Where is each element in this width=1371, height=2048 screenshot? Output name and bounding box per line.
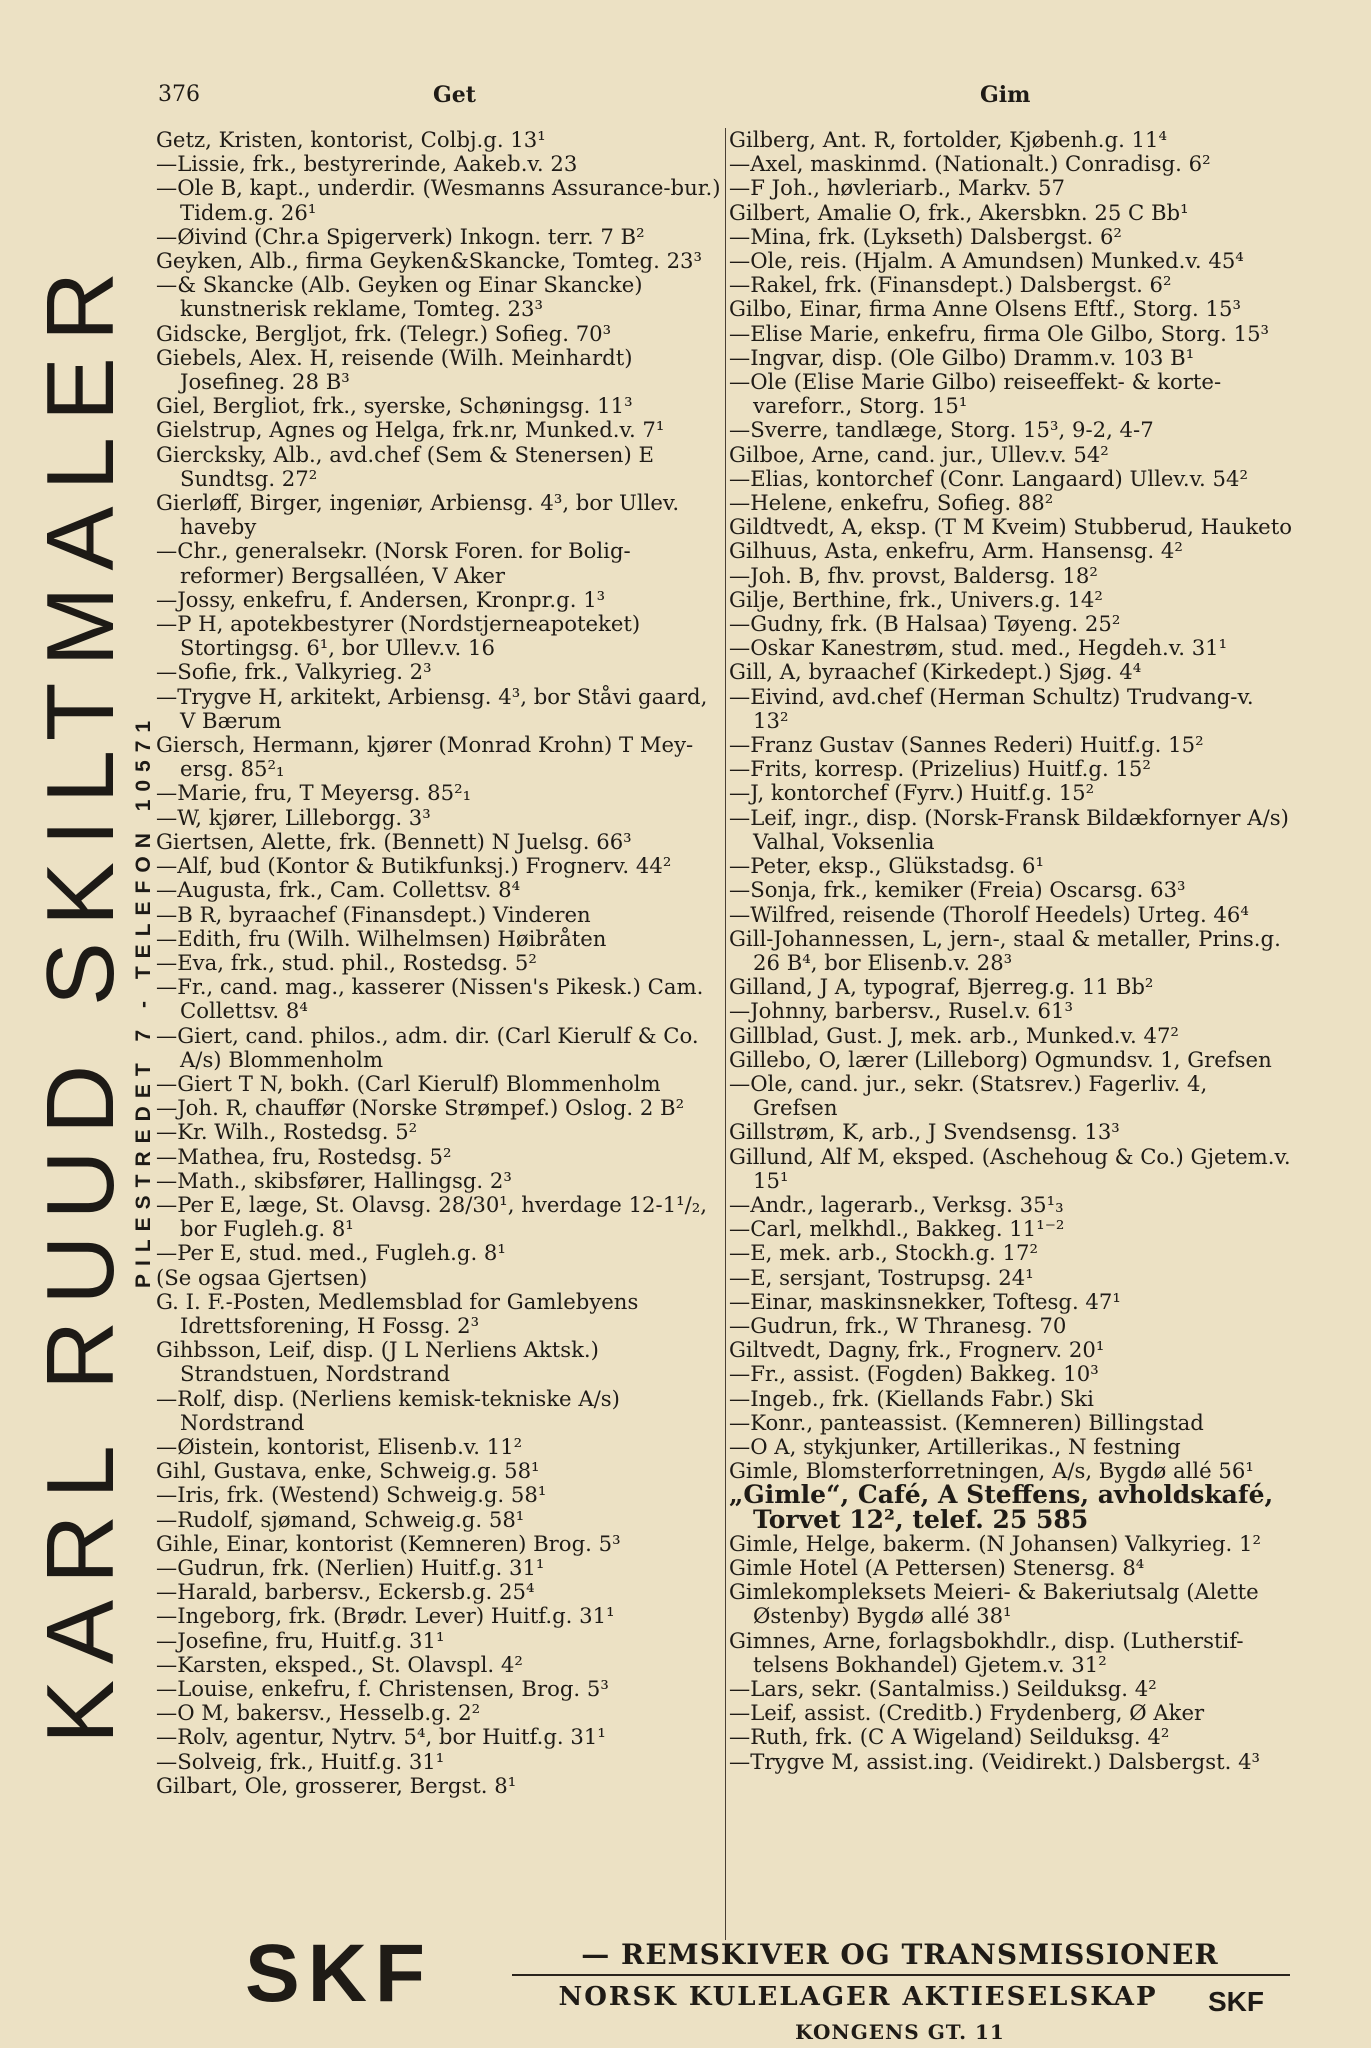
- directory-entry: —Øistein, kontorist, Elisenb.v. 11²: [156, 1433, 523, 1459]
- directory-entry: Giel, Bergliot, frk., syerske, Schøningsg. 11³: [156, 393, 633, 419]
- directory-entry: —Ole, reis. (Hjalm. A Amundsen) Munked.v. 45⁴: [729, 248, 1244, 274]
- directory-entry: —Ingeb., frk. (Kiellands Fabr.) Ski: [729, 1385, 1094, 1411]
- directory-entry: —Edith, fru (Wilh. Wilhelmsen) Høibråten: [156, 925, 607, 951]
- directory-entry: —Ole, cand. jur., sekr. (Statsrev.) Fagerliv. 4, Grefsen: [729, 1070, 1208, 1121]
- page-header: [158, 82, 1288, 122]
- directory-entry: Gilhuus, Asta, enkefru, Arm. Hansensg. 4²: [729, 538, 1183, 564]
- directory-entry: —Axel, maskinmd. (Nationalt.) Conradisg. 6²: [729, 151, 1211, 177]
- right-column: [729, 128, 1295, 1774]
- directory-entry: Getz, Kristen, kontorist, Colbj.g. 13¹: [156, 127, 546, 152]
- directory-entry: —Fr., assist. (Fogden) Bakkeg. 10³: [729, 1361, 1099, 1387]
- directory-entry: —Peter, eksp., Glükstadsg. 6¹: [729, 853, 1045, 879]
- directory-entry: Giebels, Alex. H, reisende (Wilh. Meinhardt) Josefineg. 28 B³: [156, 344, 633, 395]
- directory-entry: Gilland, J A, typograf, Bjerreg.g. 11 Bb²: [729, 974, 1154, 1000]
- side-advertisement: [27, 240, 156, 1760]
- directory-entry: Gilboe, Arne, cand. jur., Ullev.v. 54²: [729, 441, 1109, 467]
- directory-entry: —Eva, frk., stud. phil., Rostedsg. 5²: [156, 949, 537, 975]
- directory-entry: Gill, A, byraachef (Kirkedept.) Sjøg. 4⁴: [729, 659, 1142, 685]
- directory-entry: Gimle, Helge, bakerm. (N Johansen) Valkyrieg. 1²: [729, 1530, 1261, 1556]
- directory-entry: —Chr., generalsekr. (Norsk Foren. for Bolig-reformer) Bergsalléen, V Aker: [156, 538, 631, 588]
- side-ad-name: KARL RUUD SKILTMALER: [27, 255, 134, 1745]
- directory-entry: —Øivind (Chr.a Spigerverk) Inkogn. terr. 7 B²: [156, 223, 645, 249]
- directory-entry: Gimnes, Arne, forlagsbokhdlr., disp. (Lutherstif-telsens Bokhandel) Gjetem.v. 31²: [729, 1627, 1244, 1677]
- directory-entry: —Wilfred, reisende (Thorolf Heedels) Urteg. 46⁴: [729, 901, 1249, 927]
- directory-entry: —Jossy, enkefru, f. Andersen, Kronpr.g. 1³: [156, 586, 606, 612]
- directory-entry: Gilbart, Ole, grosserer, Bergst. 8¹: [156, 1772, 517, 1798]
- directory-entry: —Math., skibsfører, Hallingsg. 2³: [156, 1167, 512, 1193]
- directory-entry: —Alf, bud (Kontor & Butikfunksj.) Frognerv. 44²: [156, 853, 672, 879]
- directory-entry: Geyken, Alb., firma Geyken&Skancke, Tomteg. 23³: [156, 248, 703, 274]
- directory-entry: —Lars, sekr. (Santalmiss.) Seilduksg. 4²: [729, 1676, 1157, 1701]
- footer-advertisement: [160, 1924, 1290, 2044]
- directory-entry: —Trygve H, arkitekt, Arbiensg. 4³, bor Ståvi gaard, V Bærum: [156, 683, 708, 733]
- directory-entry: —Andr., lagerarb., Verksg. 35¹₃: [729, 1191, 1064, 1217]
- footer-ad-tagline: — REMSKIVER OG TRANSMISSIONER: [581, 1938, 1219, 1971]
- directory-entry: —Marie, fru, T Meyersg. 85²₁: [156, 780, 472, 806]
- directory-entry: G. I. F.-Posten, Medlemsblad for Gamlebyens Idrettsforening, H Fossg. 2³: [156, 1288, 639, 1338]
- directory-entry: —& Skancke (Alb. Geyken og Einar Skancke) kunstnerisk reklame, Tomteg. 23³: [156, 272, 643, 322]
- directory-entry: Giersch, Hermann, kjører (Monrad Krohn) T Mey-ersg. 85²₁: [156, 732, 694, 782]
- directory-entry: Giertsen, Alette, frk. (Bennett) N Juelsg. 66³: [156, 828, 632, 854]
- directory-entry: —Leif, assist. (Creditb.) Frydenberg, Ø Aker: [729, 1700, 1205, 1726]
- directory-entry: —P H, apotekbestyrer (Nordstjerneapoteket) Stortingsg. 6¹, bor Ullev.v. 16: [156, 611, 641, 661]
- directory-entry: —O M, bakersv., Hesselb.g. 2²: [156, 1700, 481, 1726]
- directory-entry: —Harald, barbersv., Eckersb.g. 25⁴: [156, 1579, 535, 1605]
- directory-entry: —Per E, læge, St. Olavsg. 28/30¹, hverdage 12-1¹/₂, bor Fugleh.g. 8¹: [156, 1191, 708, 1242]
- directory-entry: Gihl, Gustava, enke, Schweig.g. 58¹: [156, 1458, 540, 1484]
- directory-entry: —Frits, korresp. (Prizelius) Huitf.g. 15²: [729, 756, 1151, 782]
- directory-entry: —Johnny, barbersv., Rusel.v. 61³: [729, 998, 1073, 1024]
- directory-entry: —Rolv, agentur, Nytrv. 5⁴, bor Huitf.g. 31¹: [156, 1724, 606, 1750]
- directory-entry: —Gudrun, frk. (Nerlien) Huitf.g. 31¹: [156, 1554, 545, 1580]
- directory-entry: —B R, byraachef (Finansdept.) Vinderen: [156, 901, 591, 927]
- directory-entry: Gilje, Berthine, frk., Univers.g. 14²: [729, 586, 1103, 612]
- directory-entry: —Gudrun, frk., W Thranesg. 70: [729, 1312, 1067, 1338]
- page-number: 376: [158, 82, 200, 107]
- skf-logo: SKF: [245, 1928, 433, 2019]
- directory-entry: —Lissie, frk., bestyrerinde, Aakeb.v. 23: [156, 151, 578, 177]
- left-guide-word: Get: [433, 82, 476, 108]
- directory-entry: —Kr. Wilh., Rostedsg. 5²: [156, 1119, 418, 1145]
- directory-entry: Gihle, Einar, kontorist (Kemneren) Brog. 5³: [156, 1530, 621, 1556]
- directory-entry: —Per E, stud. med., Fugleh.g. 8¹: [156, 1240, 506, 1266]
- directory-entry: —Giert T N, bokh. (Carl Kierulf) Blommenholm: [156, 1070, 661, 1096]
- directory-entry: —F Joh., høvleriarb., Markv. 57: [729, 175, 1066, 201]
- directory-entry: Gielstrup, Agnes og Helga, frk.nr, Munked.v. 7¹: [156, 417, 665, 443]
- directory-entry: —Elise Marie, enkefru, firma Ole Gilbo, Storg. 15³: [729, 320, 1270, 346]
- directory-entry: —Giert, cand. philos., adm. dir. (Carl Kierulf & Co. A/s) Blommenholm: [156, 1022, 699, 1072]
- directory-entry: (Se ogsaa Gjertsen): [156, 1264, 368, 1290]
- directory-entry: —Trygve M, assist.ing. (Veidirekt.) Dalsbergst. 4³: [729, 1748, 1261, 1774]
- directory-entry: —Ole B, kapt., underdir. (Wesmanns Assurance-bur.) Tidem.g. 26¹: [156, 175, 721, 225]
- directory-entry: Gilberg, Ant. R, fortolder, Kjøbenh.g. 11⁴: [729, 127, 1168, 152]
- directory-entry: —Elias, kontorchef (Conr. Langaard) Ullev.v. 54²: [729, 465, 1248, 491]
- directory-entry: Giercksky, Alb., avd.chef (Sem & Stenersen) E Sundtsg. 27²: [156, 441, 654, 491]
- directory-entry: Gillund, Alf M, eksped. (Aschehoug & Co.) Gjetem.v. 15¹: [729, 1143, 1291, 1193]
- directory-entry: —Ingvar, disp. (Ole Gilbo) Dramm.v. 103 B¹: [729, 344, 1195, 370]
- directory-entry: Gimle Hotel (A Pettersen) Stenersg. 8⁴: [729, 1554, 1145, 1580]
- directory-entry: —J, kontorchef (Fyrv.) Huitf.g. 15²: [729, 780, 1095, 806]
- directory-entry: —Carl, melkhdl., Bakkeg. 11¹⁻²: [729, 1216, 1065, 1242]
- directory-entry: Gill-Johannessen, L, jern-, staal & metaller, Prins.g. 26 B⁴, bor Elisenb.v. 28³: [729, 925, 1281, 975]
- directory-entry: Gilbert, Amalie O, frk., Akersbkn. 25 C Bb¹: [729, 199, 1189, 225]
- skf-mini-logo: SKF: [1208, 1986, 1264, 2017]
- side-ad-address: PILESTREDET 7 - TELEFON 10571: [132, 712, 155, 1288]
- directory-entry: —Einar, maskinsnekker, Toftesg. 47¹: [729, 1288, 1121, 1314]
- directory-entry: —Karsten, eksped., St. Olavspl. 4²: [156, 1651, 523, 1677]
- directory-entry: Gildtvedt, A, eksp. (T M Kveim) Stubberud, Hauketo: [729, 514, 1292, 540]
- directory-entry: —Helene, enkefru, Sofieg. 88²: [729, 490, 1054, 516]
- column-divider: [725, 128, 726, 1940]
- directory-entry: —Iris, frk. (Westend) Schweig.g. 58¹: [156, 1482, 547, 1508]
- directory-entry: —Rakel, frk. (Finansdept.) Dalsbergst. 6²: [729, 272, 1172, 298]
- directory-entry: Gimle, Blomsterforretningen, A/s, Bygdø allé 56¹: [729, 1458, 1254, 1484]
- directory-entry: —Joh. R, chauffør (Norske Strømpef.) Oslog. 2 B²: [156, 1095, 685, 1121]
- directory-entry: —Franz Gustav (Sannes Rederi) Huitf.g. 15²: [729, 732, 1204, 758]
- directory-entry: Gimlekompleksets Meieri- & Bakeriutsalg (Alette Østenby) Bygdø allé 38¹: [729, 1579, 1259, 1629]
- directory-entry: Gillebo, O, lærer (Lilleborg) Ogmundsv. 1, Grefsen: [729, 1046, 1272, 1072]
- directory-entry: —Ruth, frk. (C A Wigeland) Seilduksg. 4²: [729, 1724, 1170, 1750]
- directory-entry: Gilbo, Einar, firma Anne Olsens Eftf., Storg. 15³: [729, 296, 1241, 322]
- directory-entry: —Louise, enkefru, f. Christensen, Brog. 5³: [156, 1676, 609, 1701]
- directory-entry: —Rolf, disp. (Nerliens kemisk-tekniske A/s) Nordstrand: [156, 1385, 620, 1435]
- directory-entry: —Eivind, avd.chef (Herman Schultz) Trudvang-v. 13²: [729, 683, 1254, 733]
- directory-entry: —Ingeborg, frk. (Brødr. Lever) Huitf.g. 31¹: [156, 1603, 615, 1629]
- directory-entry: —Josefine, fru, Huitf.g. 31¹: [156, 1627, 445, 1653]
- directory-entry: —Sverre, tandlæge, Storg. 15³, 9-2, 4-7: [729, 417, 1154, 443]
- directory-entry: —Gudny, frk. (B Halsaa) Tøyeng. 25²: [729, 611, 1121, 637]
- directory-entry: —Konr., panteassist. (Kemneren) Billingstad: [729, 1409, 1204, 1435]
- directory-entry: —W, kjører, Lilleborgg. 3³: [156, 804, 431, 830]
- footer-ad-company: NORSK KULELAGER AKTIESELSKAP: [558, 1982, 1158, 2012]
- directory-entry: —Fr., cand. mag., kasserer (Nissen's Pikesk.) Cam. Collettsv. 8⁴: [156, 974, 704, 1024]
- directory-entry: Gillstrøm, K, arb., J Svendsensg. 13³: [729, 1119, 1120, 1145]
- directory-entry: —Oskar Kanestrøm, stud. med., Hegdeh.v. 31¹: [729, 635, 1228, 661]
- directory-entry: —O A, stykjunker, Artillerikas., N festning: [729, 1433, 1181, 1459]
- directory-entry: Giltvedt, Dagny, frk., Frognerv. 20¹: [729, 1337, 1105, 1363]
- directory-entry: —Joh. B, fhv. provst, Baldersg. 18²: [729, 562, 1098, 588]
- directory-entry: Gidscke, Bergljot, frk. (Telegr.) Sofieg. 70³: [156, 320, 612, 346]
- directory-entry: Gierløff, Birger, ingeniør, Arbiensg. 4³, bor Ullev. haveby: [156, 490, 680, 540]
- directory-entry: „Gimle“, Café, A Steffens, avholdskafé, Torvet 12², telef. 25 585: [729, 1480, 1274, 1534]
- directory-entry: —E, sersjant, Tostrupsg. 24¹: [729, 1264, 1034, 1290]
- directory-entry: —Augusta, frk., Cam. Collettsv. 8⁴: [156, 877, 521, 903]
- directory-entry: —Leif, ingr., disp. (Norsk-Fransk Bildækfornyer A/s) Valhal, Voksenlia: [729, 804, 1289, 854]
- directory-entry: —Ole (Elise Marie Gilbo) reiseeffekt- & korte-vareforr., Storg. 15¹: [729, 369, 1222, 419]
- directory-entry: Gihbsson, Leif, disp. (J L Nerliens Aktsk.) Strandstuen, Nordstrand: [156, 1337, 599, 1387]
- directory-entry: —Mina, frk. (Lykseth) Dalsbergst. 6²: [729, 223, 1122, 249]
- directory-entry: —Mathea, fru, Rostedsg. 5²: [156, 1143, 452, 1169]
- directory-entry: Gillblad, Gust. J, mek. arb., Munked.v. 47²: [729, 1022, 1179, 1048]
- left-column: [156, 128, 722, 1798]
- directory-entry: —Sonja, frk., kemiker (Freia) Oscarsg. 63³: [729, 877, 1186, 903]
- directory-entry: —Sofie, frk., Valkyrieg. 2³: [156, 659, 432, 685]
- directory-entry: —E, mek. arb., Stockh.g. 17²: [729, 1240, 1038, 1266]
- footer-ad-rule: [512, 1974, 1290, 1976]
- directory-entry: —Solveig, frk., Huitf.g. 31¹: [156, 1748, 445, 1774]
- directory-entry: —Rudolf, sjømand, Schweig.g. 58¹: [156, 1506, 525, 1532]
- right-guide-word: Gim: [980, 82, 1031, 108]
- footer-ad-address: KONGENS GT. 11: [795, 2020, 1005, 2044]
